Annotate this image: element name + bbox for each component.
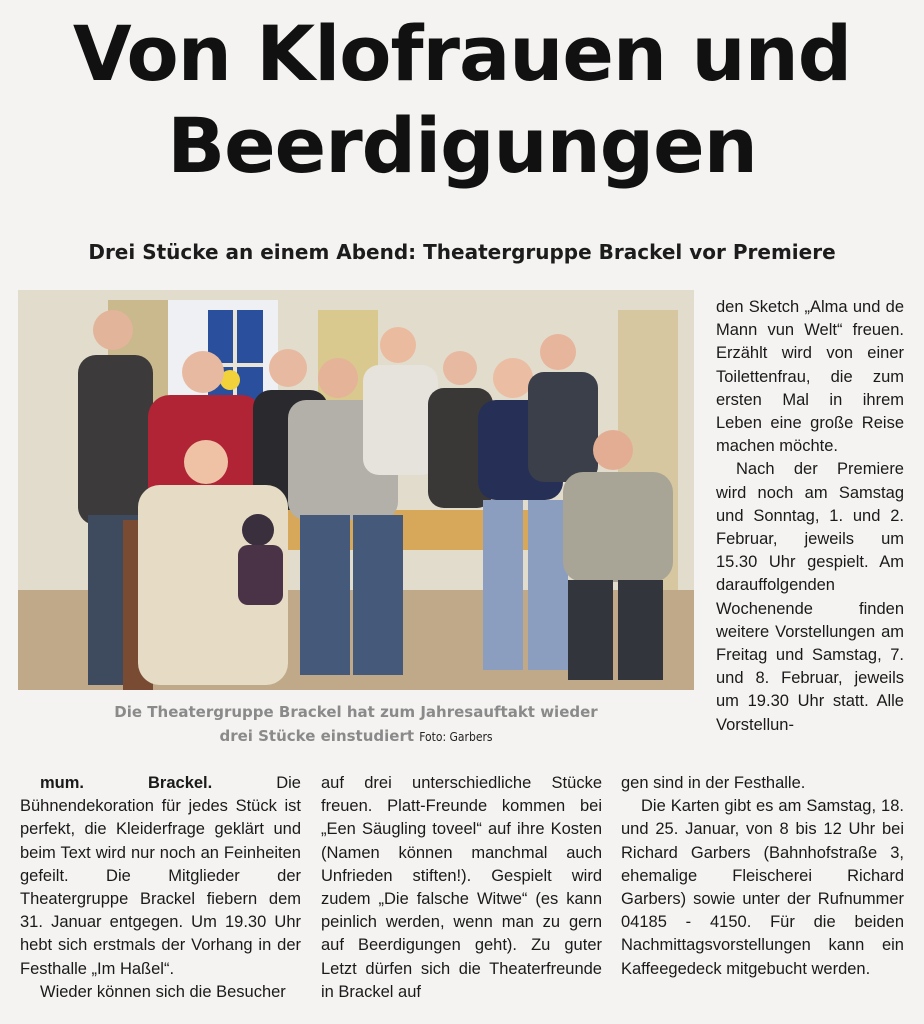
body-paragraph: Die Karten gibt es am Samstag, 18. und 25. Januar, von 8 bis 12 Uhr bei Richard Garbers (Bahnhofstraße 3, ehemalige Fleischerei Richard Garbers) sowie unter der Rufnummer 04185 - 4150. Für die beiden Nachmittagsvorstellungen kann ein Kaffeegedeck mitgebucht werden. [621, 797, 904, 978]
photo-caption [18, 700, 694, 749]
article-column-1 [20, 772, 301, 1004]
body-paragraph: den Sketch „Alma und de Mann vun Welt“ freuen. Erzählt wird von einer Toilettenfrau, die zum ersten Mal in ihrem Leben eine große Reise machen möchte. [716, 298, 904, 456]
headline-line-2: Beerdigungen [167, 101, 757, 190]
body-paragraph: Wieder können sich die Besucher [40, 982, 286, 1001]
body-paragraph: auf drei unterschiedliche Stücke freuen. Platt-Freunde kommen bei „Een Säugling toveel“ auf ihre Kosten (Namen können manchmal auch Unfrieden stiften!). Gespielt wird zudem „Die falsche Witwe“ (es kann peinlich werden, wenn man zu gern auf Beerdigungen geht). Zu guter Letzt dürfen sich die Theaterfreunde in Brackel auf [321, 774, 602, 1001]
headline-line-1: Von Klofrauen und [72, 9, 852, 98]
article-column-3 [621, 772, 904, 981]
body-paragraph: Die Bühnendekoration für jedes Stück ist perfekt, die Kleiderfrage geklärt und beim Text wird nur noch an Feinheiten gefeilt. Die Mitglieder der Theatergruppe Brackel fiebern dem 31. Januar entgegen. Um 19.30 Uhr hebt sich erstmals der Vorhang in der Festhalle „Im Haßel“. [20, 774, 301, 978]
subheadline: Drei Stücke an einem Abend: Theatergruppe Brackel vor Premiere [88, 240, 836, 264]
photo-credit: Foto: Garbers [419, 730, 493, 744]
group-photo-illustration [18, 290, 694, 690]
photo-caption-line-2: drei Stücke einstudiert [219, 727, 415, 745]
article-column-right [716, 296, 904, 737]
byline: mum. Brackel. [40, 774, 213, 792]
group-photo [18, 290, 694, 690]
body-paragraph: Nach der Premiere wird noch am Samstag und Sonntag, 1. und 2. Februar, jeweils um 15.30 Uhr gespielt. Am darauffolgenden Wochenende finden weitere Vorstellungen am Freitag und Samstag, 7. und 8. Februar, jeweils um 19.30 Uhr statt. Alle Vorstellun- [716, 460, 904, 734]
article-column-2 [321, 772, 602, 1004]
photo-caption-line-1: Die Theatergruppe Brackel hat zum Jahresauftakt wieder [114, 703, 598, 721]
body-paragraph: gen sind in der Festhalle. [621, 774, 806, 792]
headline [0, 8, 924, 192]
